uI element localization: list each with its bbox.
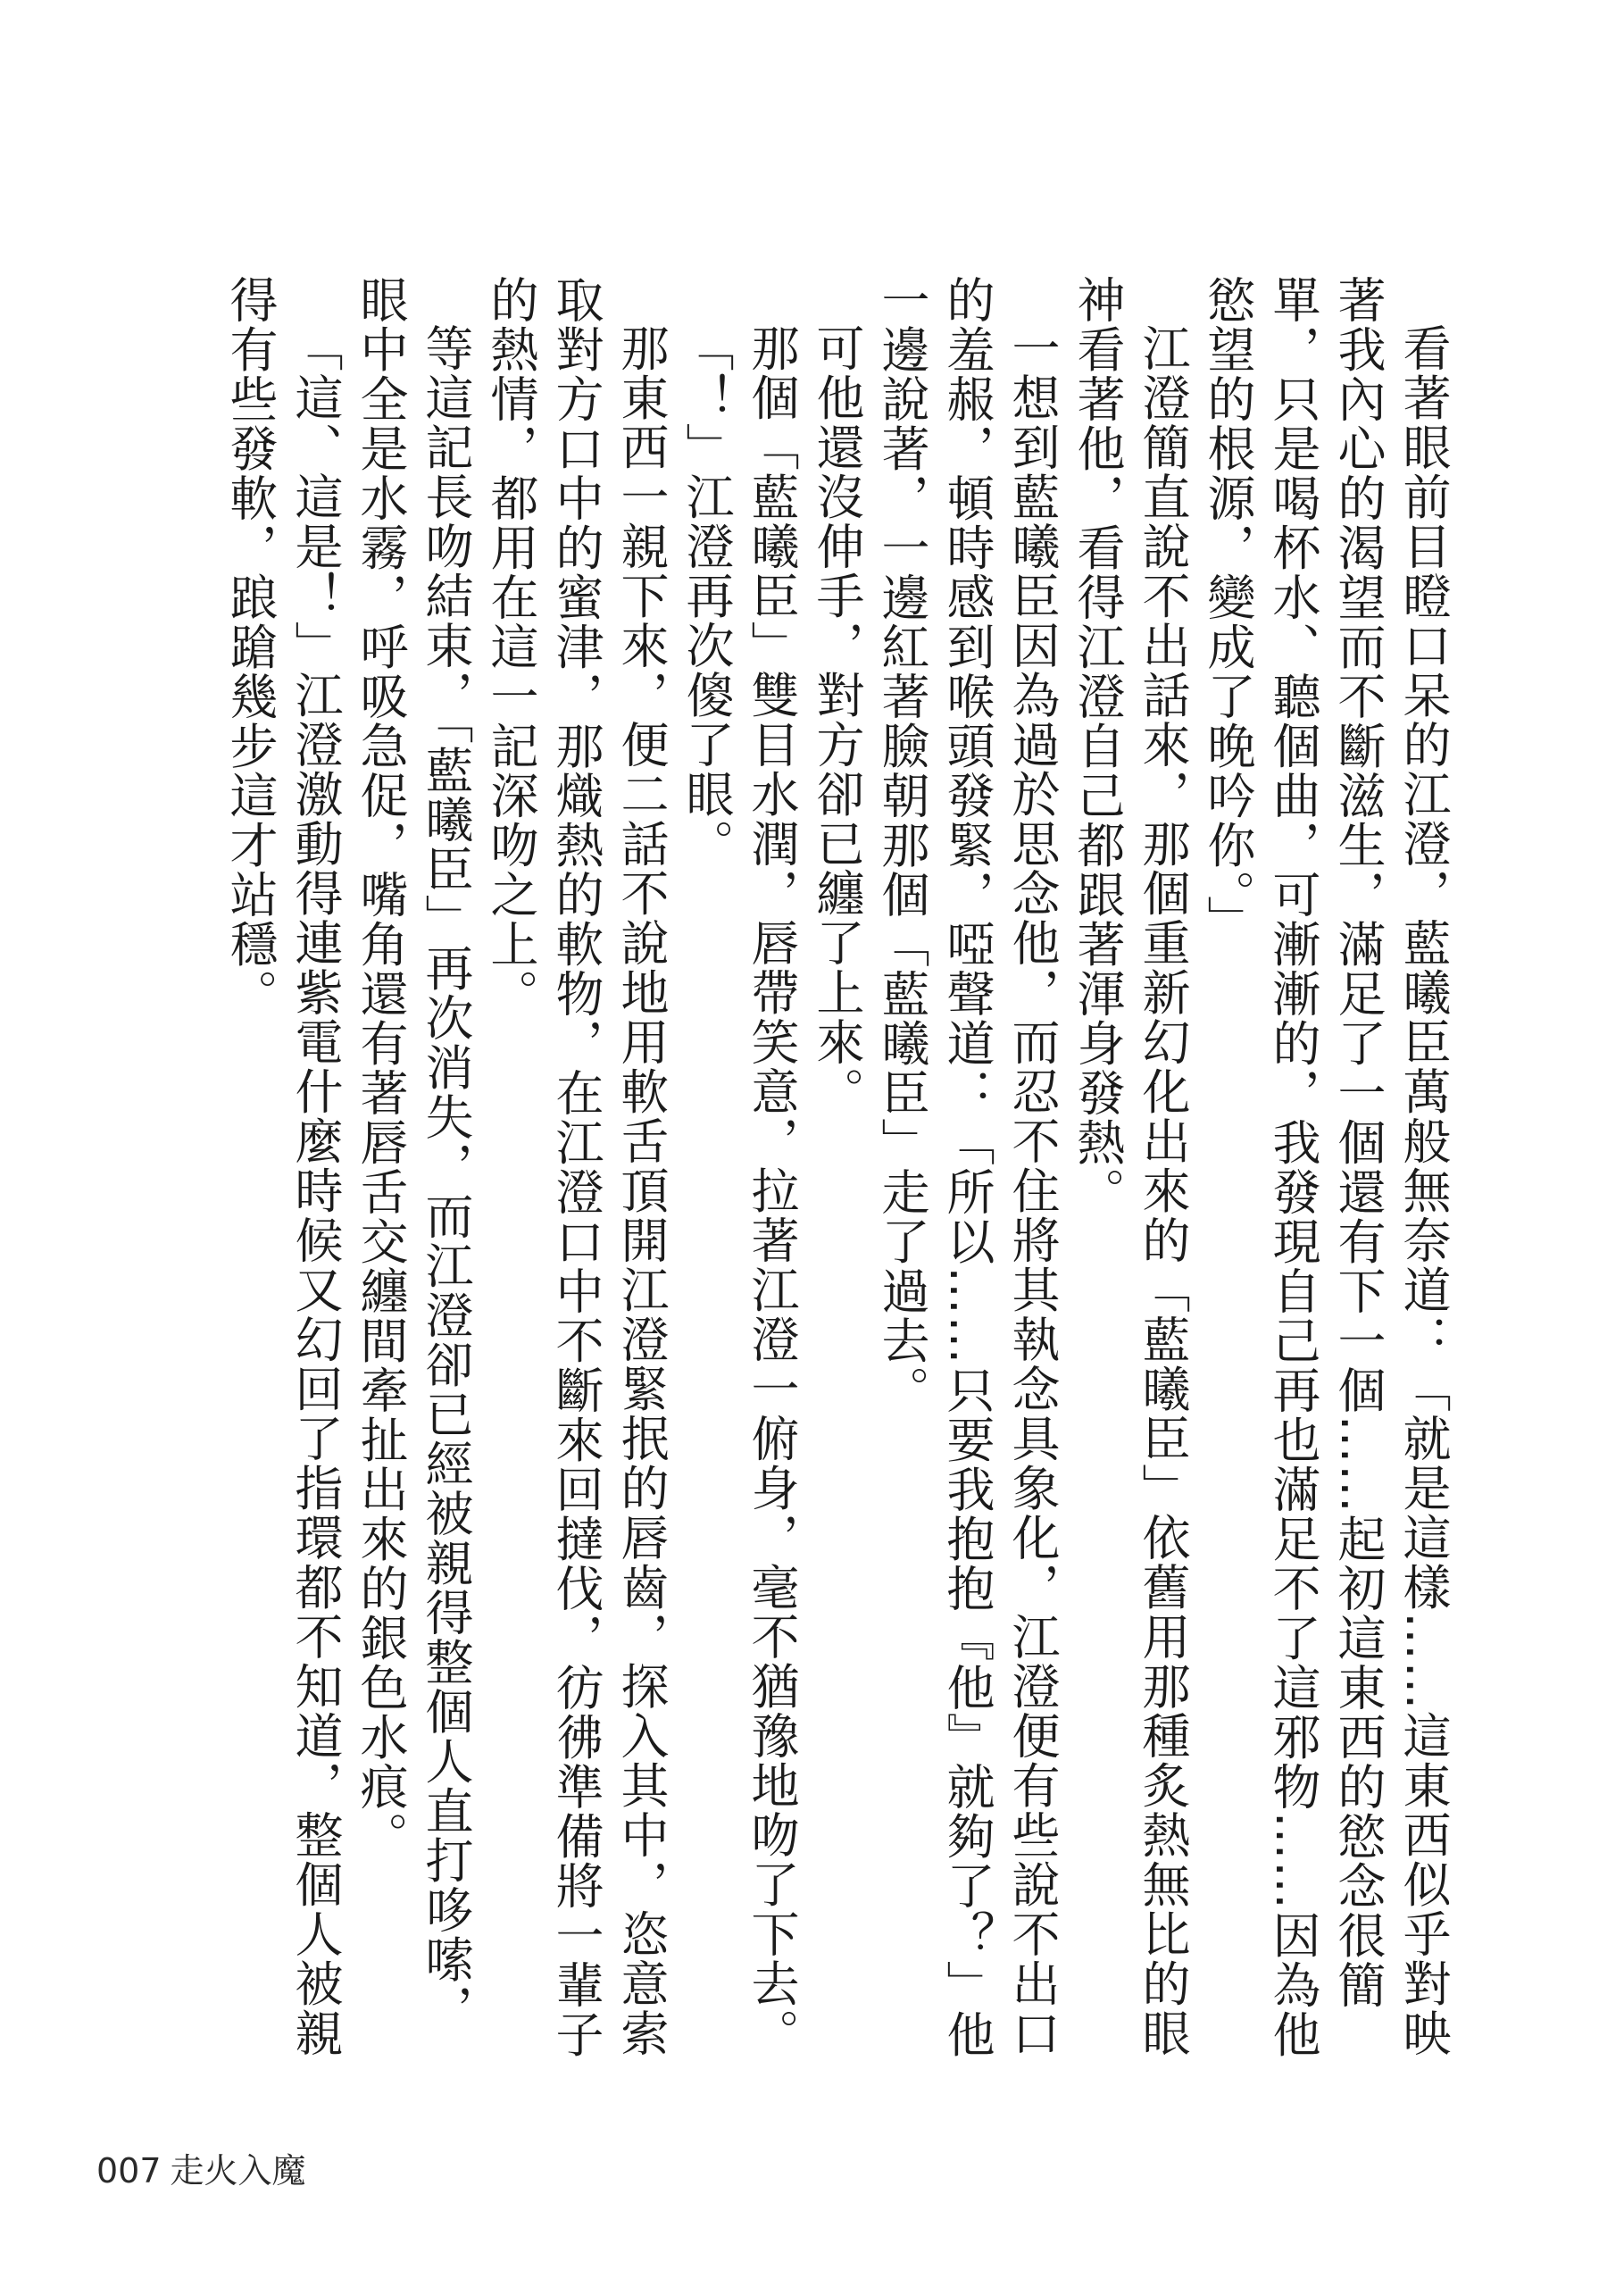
paragraph-5: 那個「藍曦臣」雙目水潤，唇帶笑意，拉著江澄一俯身，毫不猶豫地吻了下去。 [744,323,800,2058]
page-number: 007 [96,2151,162,2190]
paragraph-8: 等這記長吻結束，「藍曦臣」再次消失，而江澄卻已經被親得整個人直打哆嗦，眼中全是水霧，呼吸急促，嘴角還有著唇舌交纏間牽扯出來的銀色水痕。 [353,275,474,2034]
paragraph-3: 一想到藍曦臣因為過於思念他，而忍不住將其執念具象化，江澄便有些說不出口的羞赧，頓時感到喉頭發緊，啞聲道：「所以……只要我抱抱『他』就夠了？」他一邊說著，一邊紅著臉朝那個「藍曦臣」走了過去。 [874,275,1061,2059]
paragraph-1: 看著眼前目瞪口呆的江澄，藍曦臣萬般無奈道：「就是這樣……這東西似乎對映著我內心的渴望而不斷滋生，滿足了一個還有下一個……起初這東西的慾念很簡單，只是喝杯水、聽個曲，可漸漸的，我發現自己再也滿足不了這邪物……因為他慾望的根源，變成了晚吟你。」 [1200,275,1452,2059]
book-title: 走火入魔 [170,2151,306,2190]
page-footer [96,2143,306,2192]
paragraph-7: 那東西一親下來，便二話不說地用軟舌頂開江澄緊抿的唇齒，探入其中，恣意索取對方口中的蜜津，那熾熱的軟物，在江澄口中不斷來回撻伐，彷彿準備將一輩子的熱情，都用在這一記深吻之上。 [483,275,670,2059]
paragraph-6: 「！」江澄再次傻了眼。 [679,323,735,869]
body-text [218,275,1456,2061]
paragraph-9: 「這、這是！」江澄激動得連紫電什麼時候又幻回了指環都不知道，整個人被親得有些發軟，踉蹌幾步這才站穩。 [222,275,344,2058]
paragraph-2: 江澄簡直說不出話來，那個重新幻化出來的「藍曦臣」依舊用那種炙熱無比的眼神看著他，看得江澄自己都跟著渾身發熱。 [1070,275,1191,2058]
paragraph-4: 可他還沒伸手，對方卻已纏了上來。 [809,323,865,1116]
